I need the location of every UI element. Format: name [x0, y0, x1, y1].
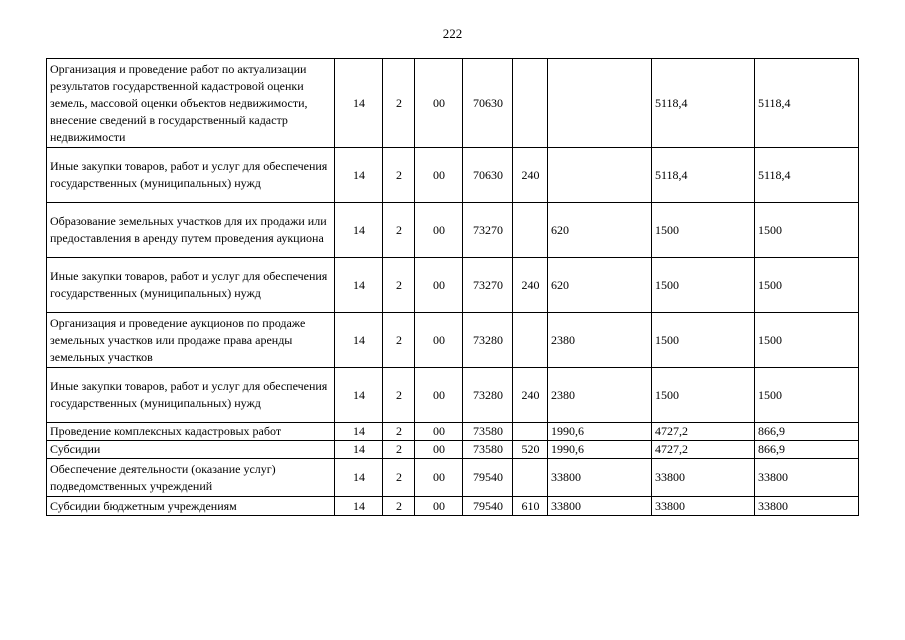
row-name: Проведение комплексных кадастровых работ [47, 423, 335, 441]
cell-vr: 610 [513, 497, 548, 516]
cell-amount-2: 33800 [652, 459, 755, 497]
table-row [47, 441, 859, 459]
cell-amount-1: 33800 [548, 497, 652, 516]
cell-pr: 2 [383, 441, 415, 459]
cell-vr: 240 [513, 368, 548, 423]
cell-amount-3: 33800 [755, 497, 859, 516]
cell-amount-1: 33800 [548, 459, 652, 497]
row-name: Организация и проведение аукционов по продаже земельных участков или продаже права аренды земельных участков [47, 313, 335, 368]
table-body [47, 59, 859, 516]
table-row [47, 313, 859, 368]
cell-csr: 73270 [463, 203, 513, 258]
cell-amount-2: 1500 [652, 258, 755, 313]
cell-pr: 2 [383, 59, 415, 148]
cell-amount-2: 5118,4 [652, 148, 755, 203]
cell-amount-2: 1500 [652, 368, 755, 423]
cell-pr: 2 [383, 497, 415, 516]
cell-csr: 73580 [463, 423, 513, 441]
cell-p: 00 [415, 459, 463, 497]
cell-rz: 14 [335, 203, 383, 258]
row-name: Субсидии бюджетным учреждениям [47, 497, 335, 516]
cell-csr: 73280 [463, 368, 513, 423]
cell-amount-1 [548, 59, 652, 148]
cell-amount-1: 2380 [548, 368, 652, 423]
cell-csr: 79540 [463, 497, 513, 516]
cell-rz: 14 [335, 313, 383, 368]
cell-amount-2: 4727,2 [652, 423, 755, 441]
cell-csr: 70630 [463, 59, 513, 148]
page-number: 222 [442, 26, 463, 41]
cell-amount-3: 866,9 [755, 423, 859, 441]
cell-rz: 14 [335, 497, 383, 516]
table-row [47, 459, 859, 497]
cell-p: 00 [415, 148, 463, 203]
cell-amount-1 [548, 148, 652, 203]
cell-amount-1: 620 [548, 258, 652, 313]
cell-amount-2: 1500 [652, 203, 755, 258]
cell-p: 00 [415, 368, 463, 423]
cell-vr [513, 203, 548, 258]
cell-p: 00 [415, 258, 463, 313]
cell-csr: 73580 [463, 441, 513, 459]
cell-amount-2: 1500 [652, 313, 755, 368]
cell-amount-2: 5118,4 [652, 59, 755, 148]
row-name: Иные закупки товаров, работ и услуг для обеспечения государственных (муниципальных) нужд [47, 368, 335, 423]
cell-pr: 2 [383, 368, 415, 423]
cell-p: 00 [415, 441, 463, 459]
budget-table [46, 58, 859, 516]
cell-rz: 14 [335, 148, 383, 203]
cell-amount-1: 620 [548, 203, 652, 258]
row-name: Организация и проведение работ по актуализации результатов государственной кадастровой оценки земель, массовой оценки объектов недвижимости, внесение сведений в государственный кадастр недвижимости [47, 59, 335, 148]
cell-amount-1: 2380 [548, 313, 652, 368]
cell-p: 00 [415, 59, 463, 148]
cell-amount-3: 866,9 [755, 441, 859, 459]
cell-csr: 79540 [463, 459, 513, 497]
cell-pr: 2 [383, 313, 415, 368]
cell-p: 00 [415, 423, 463, 441]
cell-vr [513, 59, 548, 148]
cell-amount-3: 1500 [755, 258, 859, 313]
cell-vr: 240 [513, 148, 548, 203]
cell-pr: 2 [383, 148, 415, 203]
row-name: Обеспечение деятельности (оказание услуг) подведомственных учреждений [47, 459, 335, 497]
cell-amount-2: 33800 [652, 497, 755, 516]
cell-vr: 520 [513, 441, 548, 459]
cell-rz: 14 [335, 441, 383, 459]
cell-vr [513, 459, 548, 497]
table-row [47, 423, 859, 441]
cell-vr: 240 [513, 258, 548, 313]
cell-p: 00 [415, 313, 463, 368]
table-row [47, 59, 859, 148]
row-name: Образование земельных участков для их продажи или предоставления в аренду путем проведения аукциона [47, 203, 335, 258]
cell-amount-3: 1500 [755, 313, 859, 368]
table-row [47, 203, 859, 258]
table-row [47, 148, 859, 203]
cell-csr: 73280 [463, 313, 513, 368]
cell-csr: 73270 [463, 258, 513, 313]
cell-amount-3: 1500 [755, 368, 859, 423]
cell-pr: 2 [383, 203, 415, 258]
cell-vr [513, 313, 548, 368]
cell-rz: 14 [335, 258, 383, 313]
cell-rz: 14 [335, 368, 383, 423]
cell-amount-3: 5118,4 [755, 59, 859, 148]
cell-amount-3: 1500 [755, 203, 859, 258]
cell-p: 00 [415, 203, 463, 258]
cell-rz: 14 [335, 59, 383, 148]
cell-amount-1: 1990,6 [548, 441, 652, 459]
cell-amount-2: 4727,2 [652, 441, 755, 459]
cell-pr: 2 [383, 423, 415, 441]
cell-amount-1: 1990,6 [548, 423, 652, 441]
cell-rz: 14 [335, 459, 383, 497]
cell-pr: 2 [383, 459, 415, 497]
table-row [47, 497, 859, 516]
row-name: Иные закупки товаров, работ и услуг для обеспечения государственных (муниципальных) нужд [47, 258, 335, 313]
cell-amount-3: 33800 [755, 459, 859, 497]
cell-amount-3: 5118,4 [755, 148, 859, 203]
cell-pr: 2 [383, 258, 415, 313]
table-row [47, 258, 859, 313]
table-row [47, 368, 859, 423]
cell-rz: 14 [335, 423, 383, 441]
row-name: Субсидии [47, 441, 335, 459]
row-name: Иные закупки товаров, работ и услуг для обеспечения государственных (муниципальных) нужд [47, 148, 335, 203]
cell-p: 00 [415, 497, 463, 516]
cell-csr: 70630 [463, 148, 513, 203]
cell-vr [513, 423, 548, 441]
